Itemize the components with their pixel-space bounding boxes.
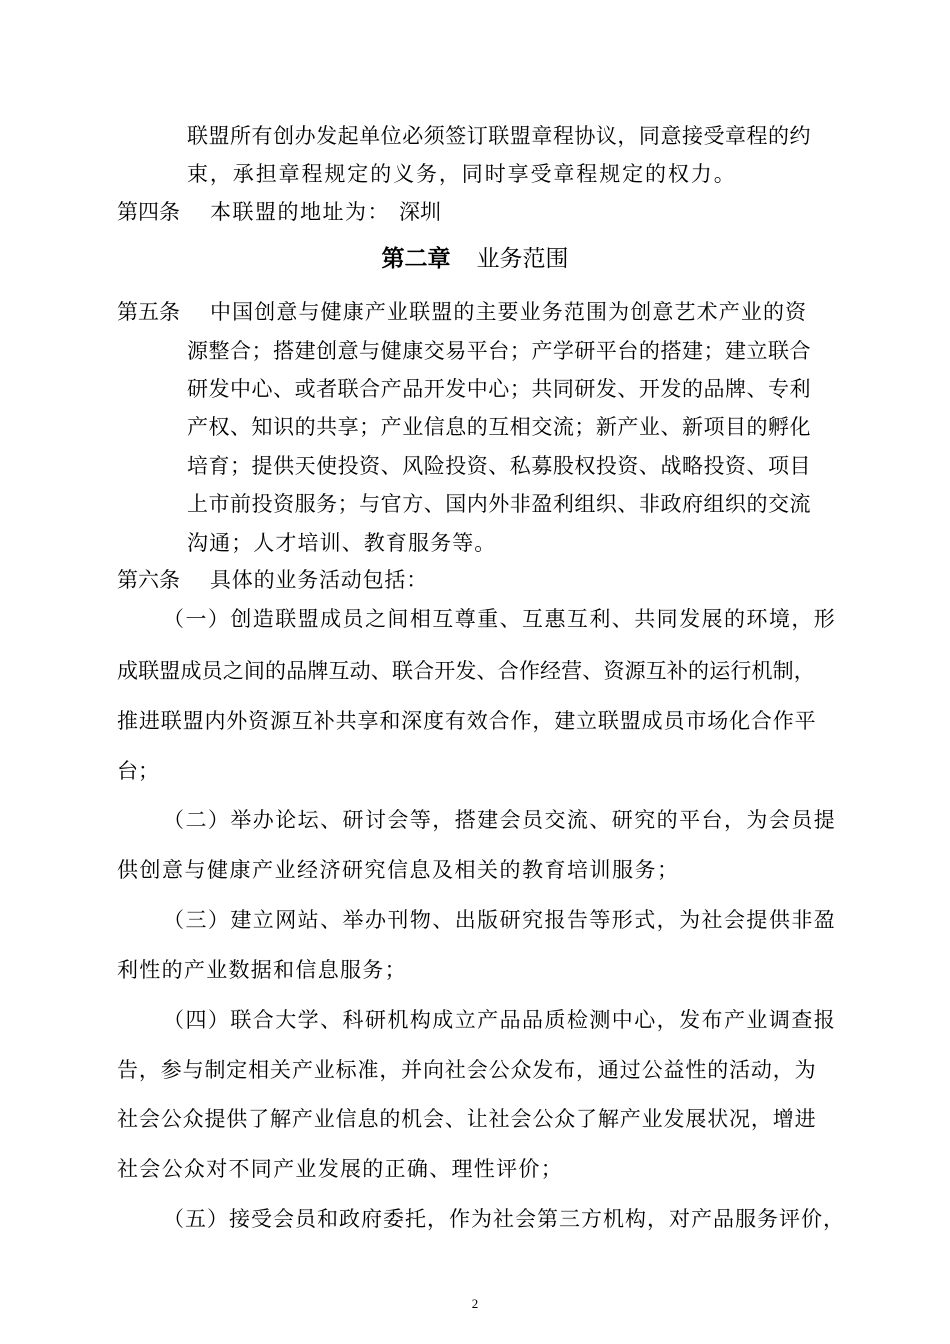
article-5-line-6: 上市前投资服务；与官方、国内外非盈利组织、非政府组织的交流: [187, 492, 812, 516]
article-5-line-3: 研发中心、或者联合产品开发中心；共同研发、开发的品牌、专利: [187, 377, 812, 401]
item-5-line-1: （五）接受会员和政府委托，作为社会第三方机构，对产品服务评价，: [163, 1207, 845, 1231]
item-1-line-4: 台；: [117, 759, 159, 783]
article-5-label: 第五条: [117, 300, 180, 324]
article-6-label: 第六条: [117, 568, 180, 592]
item-1-line-2: 成联盟成员之间的品牌互动、联合开发、合作经营、资源互补的运行机制，: [117, 659, 815, 683]
article-5-line-7: 沟通；人才培训、教育服务等。: [187, 531, 497, 555]
article-5-line-5: 培育；提供天使投资、风险投资、私募股权投资、战略投资、项目: [187, 454, 812, 478]
article-3-line-2: 束，承担章程规定的义务，同时享受章程规定的权力。: [187, 162, 737, 186]
item-4-line-3: 社会公众提供了解产业信息的机会、让社会公众了解产业发展状况，增进: [117, 1107, 817, 1131]
item-4-line-1: （四）联合大学、科研机构成立产品品质检测中心，发布产业调查报: [163, 1008, 837, 1032]
item-1-line-3: 推进联盟内外资源互补共享和深度有效合作，建立联盟成员市场化合作平: [117, 709, 817, 733]
item-2-line-2: 供创意与健康产业经济研究信息及相关的教育培训服务；: [117, 858, 680, 882]
article-4-value: 深圳: [399, 200, 441, 224]
item-4-line-4: 社会公众对不同产业发展的正确、理性评价；: [117, 1157, 563, 1181]
article-3-line-1: 联盟所有创办发起单位必须签订联盟章程协议，同意接受章程的约: [187, 124, 812, 148]
chapter-number: 第二章: [381, 245, 451, 272]
item-2-line-1: （二）举办论坛、研讨会等，搭建会员交流、研究的平台，为会员提: [163, 808, 837, 832]
page-number: 2: [471, 1296, 479, 1311]
chapter-heading: [0, 245, 950, 273]
item-1-line-1: （一）创造联盟成员之间相互尊重、互惠互利、共同发展的环境，形: [163, 607, 837, 631]
article-5-line-4: 产权、知识的共享；产业信息的互相交流；新产业、新项目的孵化: [187, 415, 812, 439]
item-3-line-2: 利性的产业数据和信息服务；: [117, 958, 407, 982]
article-6-text: 具体的业务活动包括：: [210, 568, 428, 592]
article-5-line-2: 源整合；搭建创意与健康交易平台；产学研平台的搭建；建立联合: [187, 339, 812, 363]
item-4-line-2: 告，参与制定相关产业标准，并向社会公众发布，通过公益性的活动，为: [117, 1058, 817, 1082]
article-4-label: 第四条: [117, 200, 180, 224]
article-5-line-1: 中国创意与健康产业联盟的主要业务范围为创意艺术产业的资: [210, 300, 808, 324]
article-4-text: 本联盟的地址为：: [210, 200, 390, 224]
item-3-line-1: （三）建立网站、举办刊物、出版研究报告等形式，为社会提供非盈: [163, 908, 837, 932]
chapter-title: 业务范围: [476, 246, 569, 272]
